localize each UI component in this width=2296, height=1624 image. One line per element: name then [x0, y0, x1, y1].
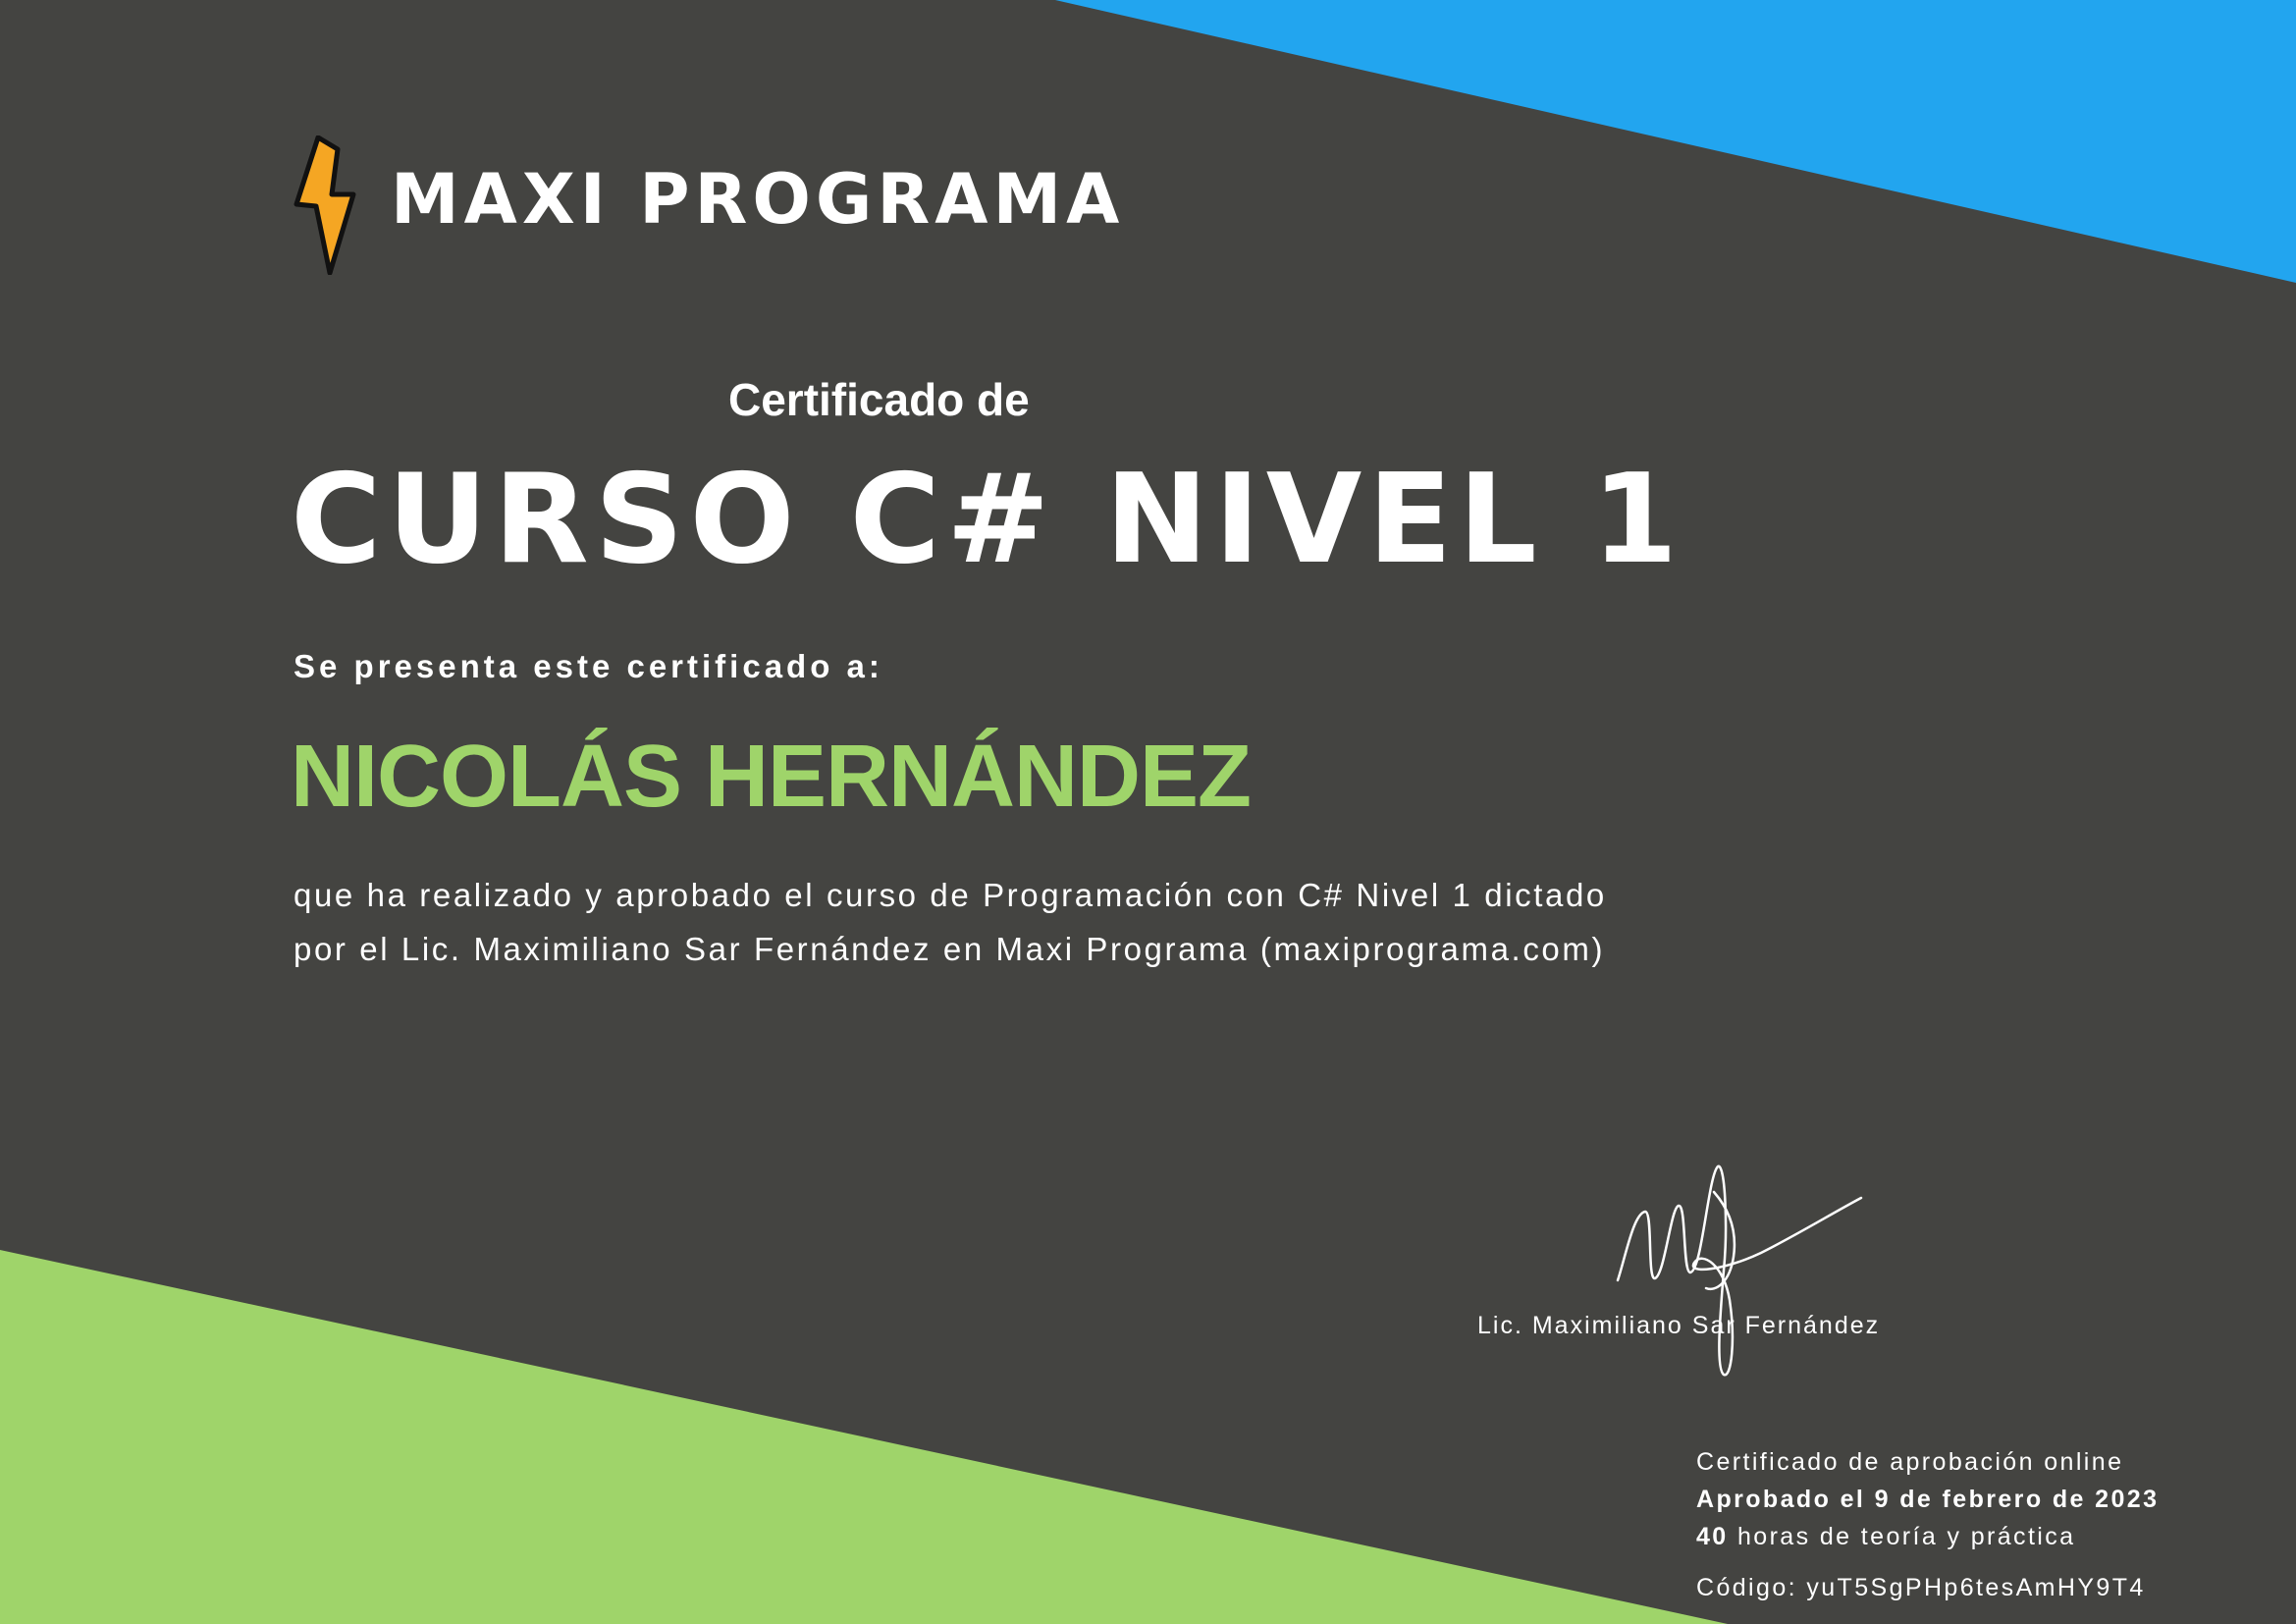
certificate-heading: Certificado de: [728, 374, 1030, 425]
hours-line: [1696, 1518, 2159, 1555]
recipient-name: NICOLÁS HERNÁNDEZ: [291, 728, 1252, 826]
description-line: por el Lic. Maximiliano Sar Fernández en Maxi Programa (maxiprograma.com): [294, 931, 1606, 967]
presented-to-label: Se presenta este certificado a:: [294, 648, 883, 684]
course-description: [294, 868, 1607, 976]
signer-name: Lic. Maximiliano Sar Fernández: [1477, 1312, 1881, 1339]
description-line: que ha realizado y aprobado el curso de Programación con C# Nivel 1 dictado: [294, 877, 1607, 913]
code-line: [1696, 1569, 2159, 1606]
certificate-type: Certificado de aprobación online: [1696, 1448, 2124, 1476]
hours-number: 40: [1696, 1523, 1729, 1550]
lightning-bolt-icon: [291, 135, 359, 275]
brand-name: MAXI PROGRAMA: [391, 159, 1125, 240]
approval-date: Aprobado el 9 de febrero de 2023: [1696, 1486, 2160, 1513]
hours-text: horas de teoría y práctica: [1728, 1523, 2076, 1550]
code-label: Código:: [1696, 1574, 1807, 1601]
course-title: CURSO C# NIVEL 1: [291, 447, 1684, 591]
certificate-code: yuT5SgPHp6tesAmHY9T4: [1806, 1574, 2146, 1601]
certificate-details: [1696, 1443, 2159, 1606]
handwritten-signature: [1608, 1163, 1865, 1380]
